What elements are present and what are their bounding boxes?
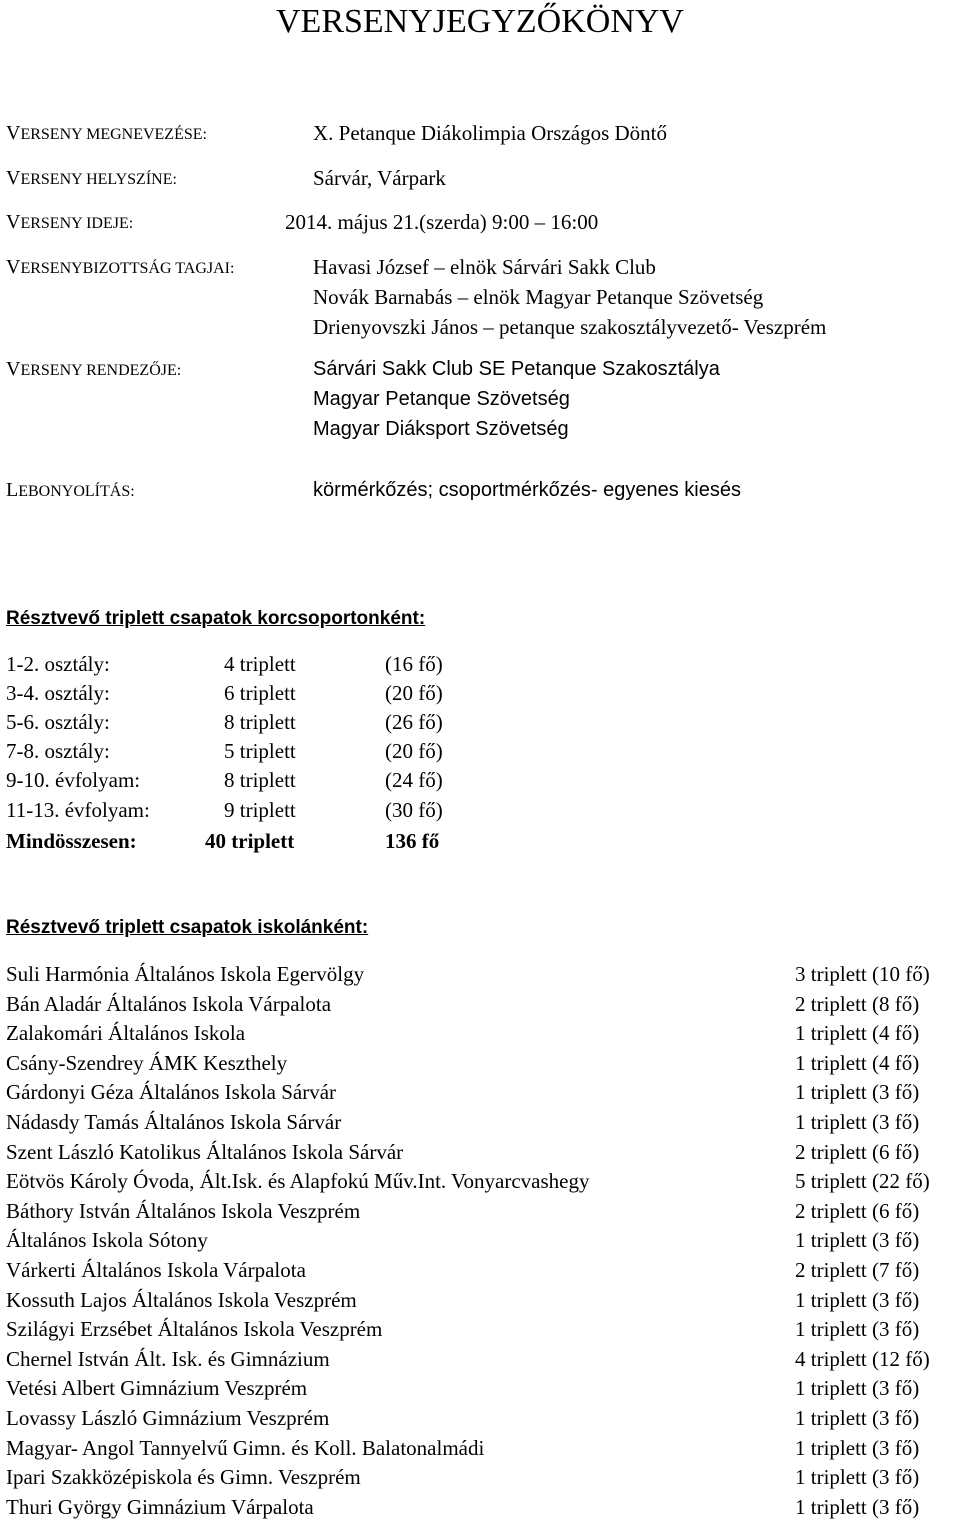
- school-row: [0, 1462, 960, 1492]
- info-value-organizer: [313, 354, 720, 444]
- info-line: Havasi József – elnök Sárvári Sakk Club: [313, 255, 656, 279]
- school-team-count: 1 triplett (3 fő): [795, 1080, 920, 1105]
- info-label-organizer: VERSENY RENDEZŐJE:: [6, 358, 182, 380]
- info-value-name: [313, 118, 667, 148]
- document-title: VERSENYJEGYZŐKÖNYV: [276, 3, 684, 40]
- school-name: Lovassy László Gimnázium Veszprém: [6, 1406, 330, 1430]
- info-line: Magyar Petanque Szövetség: [313, 388, 570, 410]
- age-group-heading: Résztvevő triplett csapatok korcsoportonként:: [6, 608, 426, 629]
- info-label-venue: VERSENY HELYSZÍNE:: [6, 167, 177, 189]
- school-row: [0, 1137, 960, 1167]
- school-name: Bán Aladár Általános Iskola Várpalota: [6, 991, 332, 1016]
- school-name: Kossuth Lajos Általános Iskola Veszprém: [6, 1287, 357, 1312]
- school-team-count: 1 triplett (3 fő): [795, 1435, 920, 1460]
- school-row: [0, 959, 960, 989]
- school-team-count: 1 triplett (3 fő): [795, 1494, 920, 1519]
- info-line: Sárvári Sakk Club SE Petanque Szakosztálya: [313, 358, 720, 380]
- school-name: Gárdonyi Géza Általános Iskola Sárvár: [6, 1080, 337, 1105]
- school-name: Várkerti Általános Iskola Várpalota: [6, 1258, 306, 1282]
- school-name: Szilágyi Erzsébet Általános Iskola Veszprém: [6, 1317, 383, 1342]
- school-name: Báthory István Általános Iskola Veszprém: [6, 1198, 361, 1223]
- school-team-count: 1 triplett (3 fő): [795, 1228, 920, 1253]
- info-value-venue: [313, 163, 446, 193]
- info-line: 2014. május 21.(szerda) 9:00 – 16:00: [285, 210, 599, 234]
- school-team-count: 1 triplett (4 fő): [795, 1021, 920, 1046]
- info-line: Magyar Diáksport Szövetség: [313, 418, 569, 440]
- school-row: [0, 1107, 960, 1137]
- age-group-row: 7-8. osztály: 5 triplett (20 fő): [6, 739, 443, 763]
- school-name: Nádasdy Tamás Általános Iskola Sárvár: [6, 1110, 342, 1134]
- age-group-row: 9-10. évfolyam: 8 triplett (24 fő): [6, 768, 443, 792]
- school-heading: Résztvevő triplett csapatok iskolánként:: [6, 917, 369, 938]
- school-row: [0, 1433, 960, 1463]
- school-team-count: 1 triplett (3 fő): [795, 1465, 920, 1490]
- info-value-format: [313, 475, 741, 505]
- school-name: Chernel István Ált. Isk. és Gimnázium: [6, 1346, 330, 1371]
- school-team-count: 1 triplett (3 fő): [795, 1406, 920, 1430]
- school-row: [0, 1048, 960, 1078]
- school-row: [0, 1225, 960, 1255]
- school-name: Általános Iskola Sótony: [6, 1228, 208, 1253]
- school-name: Magyar- Angol Tannyelvű Gimn. és Koll. Balatonalmádi: [6, 1435, 485, 1460]
- school-name: Suli Harmónia Általános Iskola Egervölgy: [6, 962, 365, 986]
- school-team-count: 2 triplett (6 fő): [795, 1139, 920, 1164]
- info-line: Sárvár, Várpark: [313, 166, 446, 190]
- school-name: Vetési Albert Gimnázium Veszprém: [6, 1376, 308, 1401]
- school-row: [0, 1403, 960, 1433]
- school-row: [0, 1314, 960, 1344]
- school-row: [0, 1196, 960, 1226]
- school-row: [0, 1166, 960, 1196]
- info-line: Novák Barnabás – elnök Magyar Petanque Szövetség: [313, 285, 764, 309]
- school-team-count: 1 triplett (3 fő): [795, 1317, 920, 1342]
- age-group-row: 5-6. osztály: 8 triplett (26 fő): [6, 710, 443, 734]
- school-team-count: 1 triplett (3 fő): [795, 1376, 920, 1401]
- school-row: [0, 1344, 960, 1374]
- school-team-count: 1 triplett (3 fő): [795, 1287, 920, 1312]
- school-team-count: 1 triplett (4 fő): [795, 1050, 920, 1075]
- info-label-date: VERSENY IDEJE:: [6, 211, 134, 233]
- info-line: X. Petanque Diákolimpia Országos Döntő: [313, 121, 668, 145]
- school-name: Zalakomári Általános Iskola: [6, 1021, 246, 1046]
- school-name: Ipari Szakközépiskola és Gimn. Veszprém: [6, 1465, 361, 1490]
- school-team-count: 2 triplett (6 fő): [795, 1198, 920, 1223]
- school-row: [0, 1255, 960, 1285]
- school-team-count: 5 triplett (22 fő): [795, 1169, 930, 1194]
- school-row: [0, 1373, 960, 1403]
- school-team-count: 4 triplett (12 fő): [795, 1346, 930, 1371]
- info-value-committee: [313, 252, 826, 342]
- school-row: [0, 1492, 960, 1522]
- school-row: [0, 989, 960, 1019]
- school-row: [0, 1018, 960, 1048]
- school-name: Eötvös Károly Óvoda, Ált.Isk. és Alapfokú Műv.Int. Vonyarcvashegy: [6, 1169, 590, 1194]
- school-name: Szent László Katolikus Általános Iskola Sárvár: [6, 1139, 404, 1164]
- age-group-row: 1-2. osztály: 4 triplett (16 fő): [6, 652, 443, 676]
- info-label-name: VERSENY MEGNEVEZÉSE:: [6, 122, 207, 144]
- school-name: Csány-Szendrey ÁMK Keszthely: [6, 1050, 288, 1075]
- school-team-count: 2 triplett (7 fő): [795, 1258, 920, 1282]
- info-line: körmérkőzés; csoportmérkőzés- egyenes kiesés: [313, 479, 741, 501]
- age-group-row: 3-4. osztály: 6 triplett (20 fő): [6, 681, 443, 705]
- school-row: [0, 1077, 960, 1107]
- info-label-format: LEBONYOLÍTÁS:: [6, 479, 135, 501]
- age-group-row: 11-13. évfolyam: 9 triplett (30 fő): [6, 798, 443, 822]
- school-name: Thuri György Gimnázium Várpalota: [6, 1494, 314, 1519]
- school-team-count: 2 triplett (8 fő): [795, 991, 920, 1016]
- info-line: Drienyovszki János – petanque szakosztályvezető- Veszprém: [313, 315, 827, 339]
- age-group-total-row: Mindösszesen: 40 triplett 136 fő: [6, 829, 440, 853]
- school-team-count: 3 triplett (10 fő): [795, 962, 930, 986]
- school-team-count: 1 triplett (3 fő): [795, 1110, 920, 1134]
- info-value-date: [285, 207, 598, 237]
- info-label-committee: VERSENYBIZOTTSÁG TAGJAI:: [6, 256, 235, 278]
- school-row: [0, 1285, 960, 1315]
